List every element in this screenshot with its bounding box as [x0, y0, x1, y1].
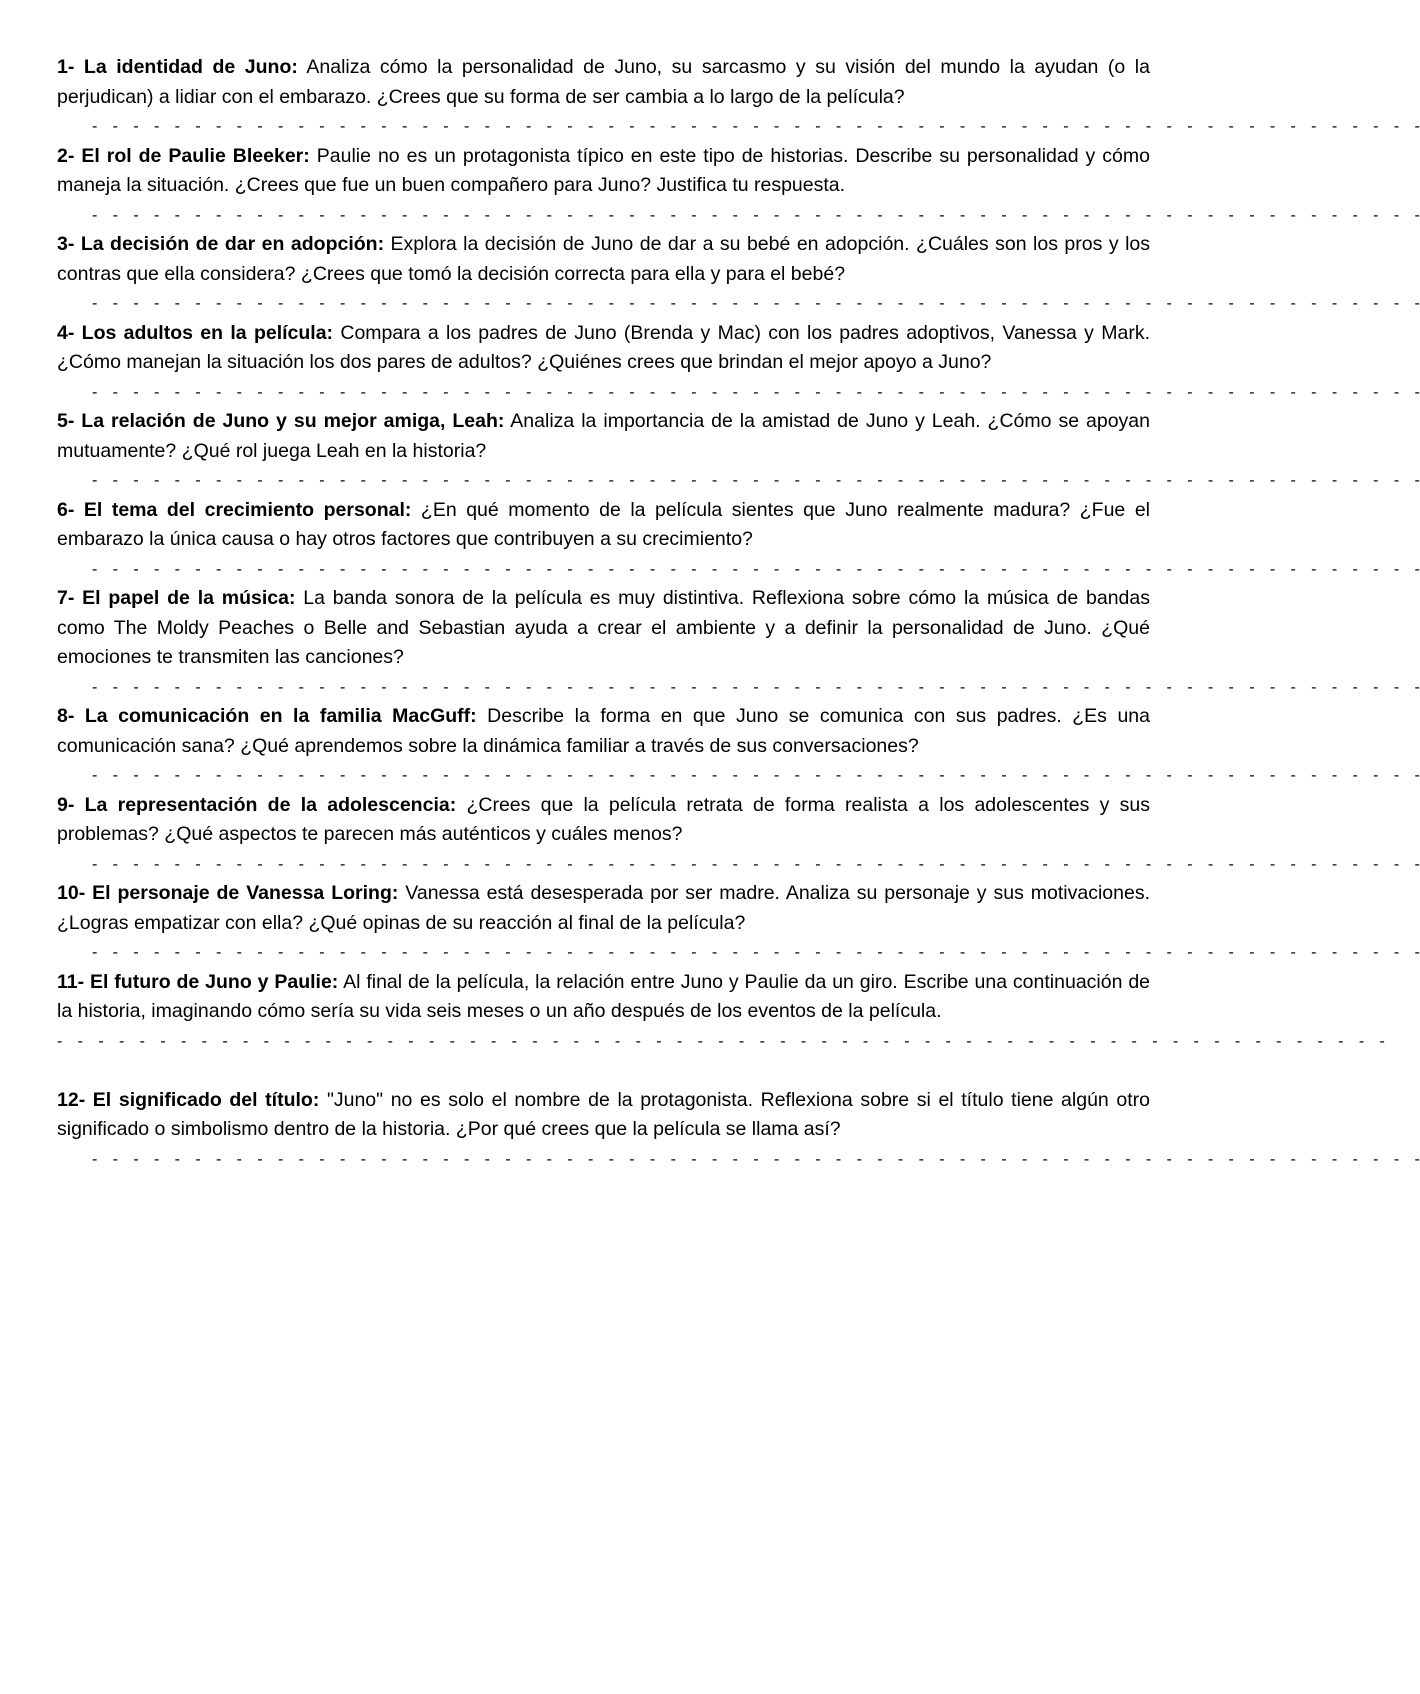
- question-body: Vanessa está desesperada por ser madre. Analiza su personaje y sus motivaciones. ¿Logras empatizar con ella? ¿Qué opinas de su reacción al final de la película?: [57, 882, 1150, 934]
- question-body: ¿En qué momento de la película sientes que Juno realmente madura? ¿Fue el embarazo la única causa o hay otros factores que contribuyen a su crecimiento?: [57, 498, 1150, 550]
- question-3: [57, 230, 1150, 289]
- question-heading: 4- Los adultos en la película:: [57, 321, 334, 344]
- question-body: Analiza cómo la personalidad de Juno, su sarcasmo y su visión del mundo la ayudan (o la perjudican) a lidiar con el embarazo. ¿Crees que su forma de ser cambia a lo largo de la película?: [57, 56, 1150, 108]
- question-body: Describe la forma en que Juno se comunica con sus padres. ¿Es una comunicación sana? ¿Qué aprendemos sobre la dinámica familiar a través de sus conversaciones?: [57, 705, 1150, 757]
- question-1: [57, 53, 1150, 112]
- question-body: Compara a los padres de Juno (Brenda y Mac) con los padres adoptivos, Vanessa y Mark. ¿Cómo manejan la situación los dos pares de adultos? ¿Quiénes crees que brindan el mejor apoyo a Juno?: [57, 321, 1150, 373]
- question-heading: 10- El personaje de Vanessa Loring:: [57, 882, 399, 904]
- question-heading: 3- La decisión de dar en adopción:: [57, 233, 385, 255]
- question-heading: 1- La identidad de Juno:: [57, 56, 298, 78]
- question-body: Al final de la película, la relación entre Juno y Paulie da un giro. Escribe una continuación de la historia, imaginando cómo sería su vida seis meses o un año después de los eventos de la película.: [57, 970, 1151, 1022]
- question-10: [57, 879, 1150, 938]
- question-11: [57, 968, 1150, 1027]
- question-heading: 8- La comunicación en la familia MacGuff:: [57, 705, 477, 727]
- answer-line: - - - - - - - - - - - - - - - - - - - - - - - - - - - - - - - - - - - - - - - - - - - - - - - - - - - - - - - - - - - - - - - - -: [92, 1150, 1420, 1168]
- question-body: Explora la decisión de Juno de dar a su bebé en adopción. ¿Cuáles son los pros y los contras que ella considera? ¿Crees que tomó la decisión correcta para ella y para el bebé?: [57, 233, 1150, 285]
- question-heading: 7- El papel de la música:: [57, 587, 296, 609]
- answer-line: - - - - - - - - - - - - - - - - - - - - - - - - - - - - - - - - - - - - - - - - - - - - - - - - - - - - - - - - - - - - - - - - -: [92, 472, 1420, 489]
- question-5: [57, 407, 1150, 466]
- answer-line: - - - - - - - - - - - - - - - - - - - - - - - - - - - - - - - - - - - - - - - - - - - - - - - - - - - - - - - - - - - - - - - - -: [92, 944, 1420, 961]
- question-heading: 9- La representación de la adolescencia:: [57, 793, 457, 816]
- answer-line: - - - - - - - - - - - - - - - - - - - - - - - - - - - - - - - - - - - - - - - - - - - - - - - - - - - - - - - - - - - - - - - - -: [92, 383, 1420, 401]
- question-4: [57, 319, 1150, 378]
- question-body: Analiza la importancia de la amistad de Juno y Leah. ¿Cómo se apoyan mutuamente? ¿Qué rol juega Leah en la historia?: [57, 410, 1150, 462]
- question-body: "Juno" no es solo el nombre de la protagonista. Reflexiona sobre si el título tiene algún otro significado o simbolismo dentro de la historia. ¿Por qué crees que la película se llama así?: [57, 1088, 1150, 1140]
- question-heading: 6- El tema del crecimiento personal:: [57, 498, 412, 521]
- question-9: [57, 791, 1150, 850]
- answer-line: - - - - - - - - - - - - - - - - - - - - - - - - - - - - - - - - - - - - - - - - - - - - - - - - - - - - - - - - - - - - - - - - -: [57, 1032, 1386, 1050]
- question-12: [57, 1086, 1150, 1145]
- question-body: Paulie no es un protagonista típico en este tipo de historias. Describe su personalidad y cómo maneja la situación. ¿Crees que fue un buen compañero para Juno? Justifica tu respuesta.: [57, 144, 1150, 196]
- answer-line: - - - - - - - - - - - - - - - - - - - - - - - - - - - - - - - - - - - - - - - - - - - - - - - - - - - - - - - - - - - - - - - - -: [92, 855, 1420, 873]
- question-body: ¿Crees que la película retrata de forma realista a los adolescentes y sus problemas? ¿Qué aspectos te parecen más auténticos y cuáles menos?: [57, 793, 1150, 845]
- answer-line: - - - - - - - - - - - - - - - - - - - - - - - - - - - - - - - - - - - - - - - - - - - - - - - - - - - - - - - - - - - - - - - - -: [92, 295, 1420, 312]
- answer-line: - - - - - - - - - - - - - - - - - - - - - - - - - - - - - - - - - - - - - - - - - - - - - - - - - - - - - - - - - - - - - - - - -: [92, 560, 1420, 578]
- question-heading: 2- El rol de Paulie Bleeker:: [57, 144, 310, 167]
- answer-line: - - - - - - - - - - - - - - - - - - - - - - - - - - - - - - - - - - - - - - - - - - - - - - - - - - - - - - - - - - - - - - - - -: [92, 206, 1420, 224]
- question-2: [57, 142, 1150, 201]
- question-heading: 11- El futuro de Juno y Paulie:: [57, 970, 339, 993]
- answer-line: - - - - - - - - - - - - - - - - - - - - - - - - - - - - - - - - - - - - - - - - - - - - - - - - - - - - - - - - - - - - - - - - -: [92, 118, 1420, 135]
- answer-line: - - - - - - - - - - - - - - - - - - - - - - - - - - - - - - - - - - - - - - - - - - - - - - - - - - - - - - - - - - - - - - - - -: [92, 678, 1420, 696]
- question-7: [57, 584, 1150, 673]
- question-heading: 12- El significado del título:: [57, 1088, 320, 1111]
- question-6: [57, 496, 1150, 555]
- question-8: [57, 702, 1150, 761]
- question-body: La banda sonora de la película es muy distintiva. Reflexiona sobre cómo la música de bandas como The Moldy Peaches o Belle and Sebastian ayuda a crear el ambiente y a definir la personalidad de Juno. ¿Qué emociones te transmiten las canciones?: [57, 587, 1150, 668]
- question-heading: 5- La relación de Juno y su mejor amiga, Leah:: [57, 410, 505, 432]
- answer-line: - - - - - - - - - - - - - - - - - - - - - - - - - - - - - - - - - - - - - - - - - - - - - - - - - - - - - - - - - - - - - - - - -: [92, 767, 1420, 784]
- worksheet: [57, 53, 1420, 1174]
